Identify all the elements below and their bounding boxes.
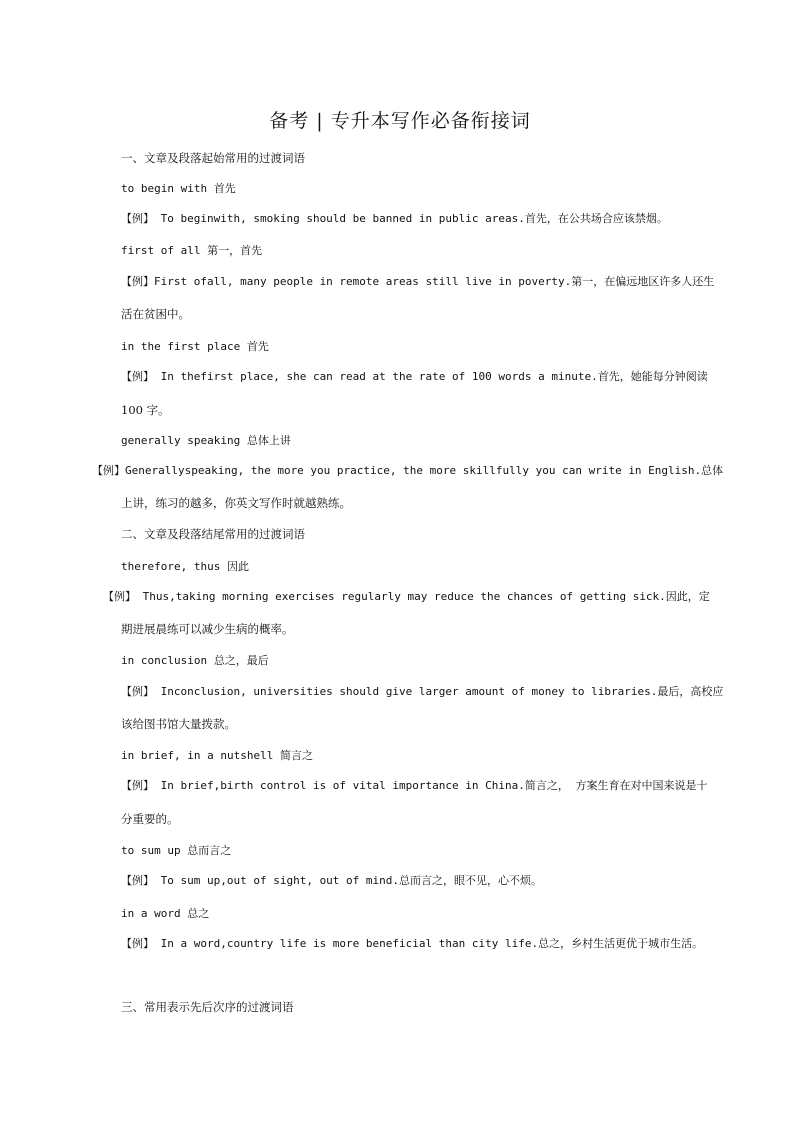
example-sentence: 【例】First ofall, many people in remote areas still live in poverty.第一，在偏远地区许多人还生 — [121, 275, 715, 288]
section-heading-2: 二、文章及段落结尾常用的过渡词语 — [121, 527, 305, 541]
phrase-to-sum-up: to sum up 总而言之 — [121, 844, 232, 857]
example-sentence-continued: 该给图书馆大量拨款。 — [121, 717, 236, 731]
phrase-in-brief: in brief, in a nutshell 简言之 — [121, 749, 313, 762]
example-sentence: 【例】 Inconclusion, universities should give larger amount of money to libraries.最后，高校应 — [121, 685, 724, 698]
section-heading-3: 三、常用表示先后次序的过渡词语 — [121, 1000, 294, 1014]
phrase-first-of-all: first of all 第一，首先 — [121, 244, 263, 257]
example-sentence: 【例】 To sum up,out of sight, out of mind.总而言之，眼不见，心不烦。 — [121, 874, 543, 887]
page-title: 备考 | 专升本写作必备衔接词 — [269, 110, 531, 132]
example-sentence-continued: 100 字。 — [121, 403, 170, 417]
example-sentence: 【例】 In thefirst place, she can read at the rate of 100 words a minute.首先，她能每分钟阅读 — [121, 370, 708, 383]
example-sentence-continued: 活在贫困中。 — [121, 307, 190, 321]
example-sentence: 【例】 To beginwith, smoking should be banned in public areas.首先，在公共场合应该禁烟。 — [121, 212, 668, 225]
example-sentence: 【例】 Thus,taking morning exercises regularly may reduce the chances of getting sick.因此，定 — [103, 590, 710, 603]
phrase-therefore-thus: therefore, thus 因此 — [121, 560, 249, 573]
example-sentence: 【例】 In a word,country life is more beneficial than city life.总之，乡村生活更优于城市生活。 — [121, 937, 704, 950]
section-heading-1: 一、文章及段落起始常用的过渡词语 — [121, 151, 305, 165]
example-sentence-continued: 期进展晨练可以减少生病的概率。 — [121, 622, 294, 636]
example-sentence: 【例】 In brief,birth control is of vital importance in China.简言之， 方案生育在对中国来说是十 — [121, 779, 708, 792]
phrase-in-conclusion: in conclusion 总之，最后 — [121, 654, 269, 667]
phrase-in-a-word: in a word 总之 — [121, 907, 210, 920]
example-sentence-continued: 上讲，练习的越多，你英文写作时就越熟练。 — [121, 496, 351, 510]
phrase-generally-speaking: generally speaking 总体上讲 — [121, 434, 291, 447]
example-sentence-continued: 分重要的。 — [121, 812, 179, 826]
example-sentence: 【例】Generallyspeaking, the more you practice, the more skillfully you can write in English.总体 — [92, 464, 724, 477]
phrase-in-the-first-place: in the first place 首先 — [121, 340, 269, 353]
phrase-to-begin-with: to begin with 首先 — [121, 182, 236, 195]
